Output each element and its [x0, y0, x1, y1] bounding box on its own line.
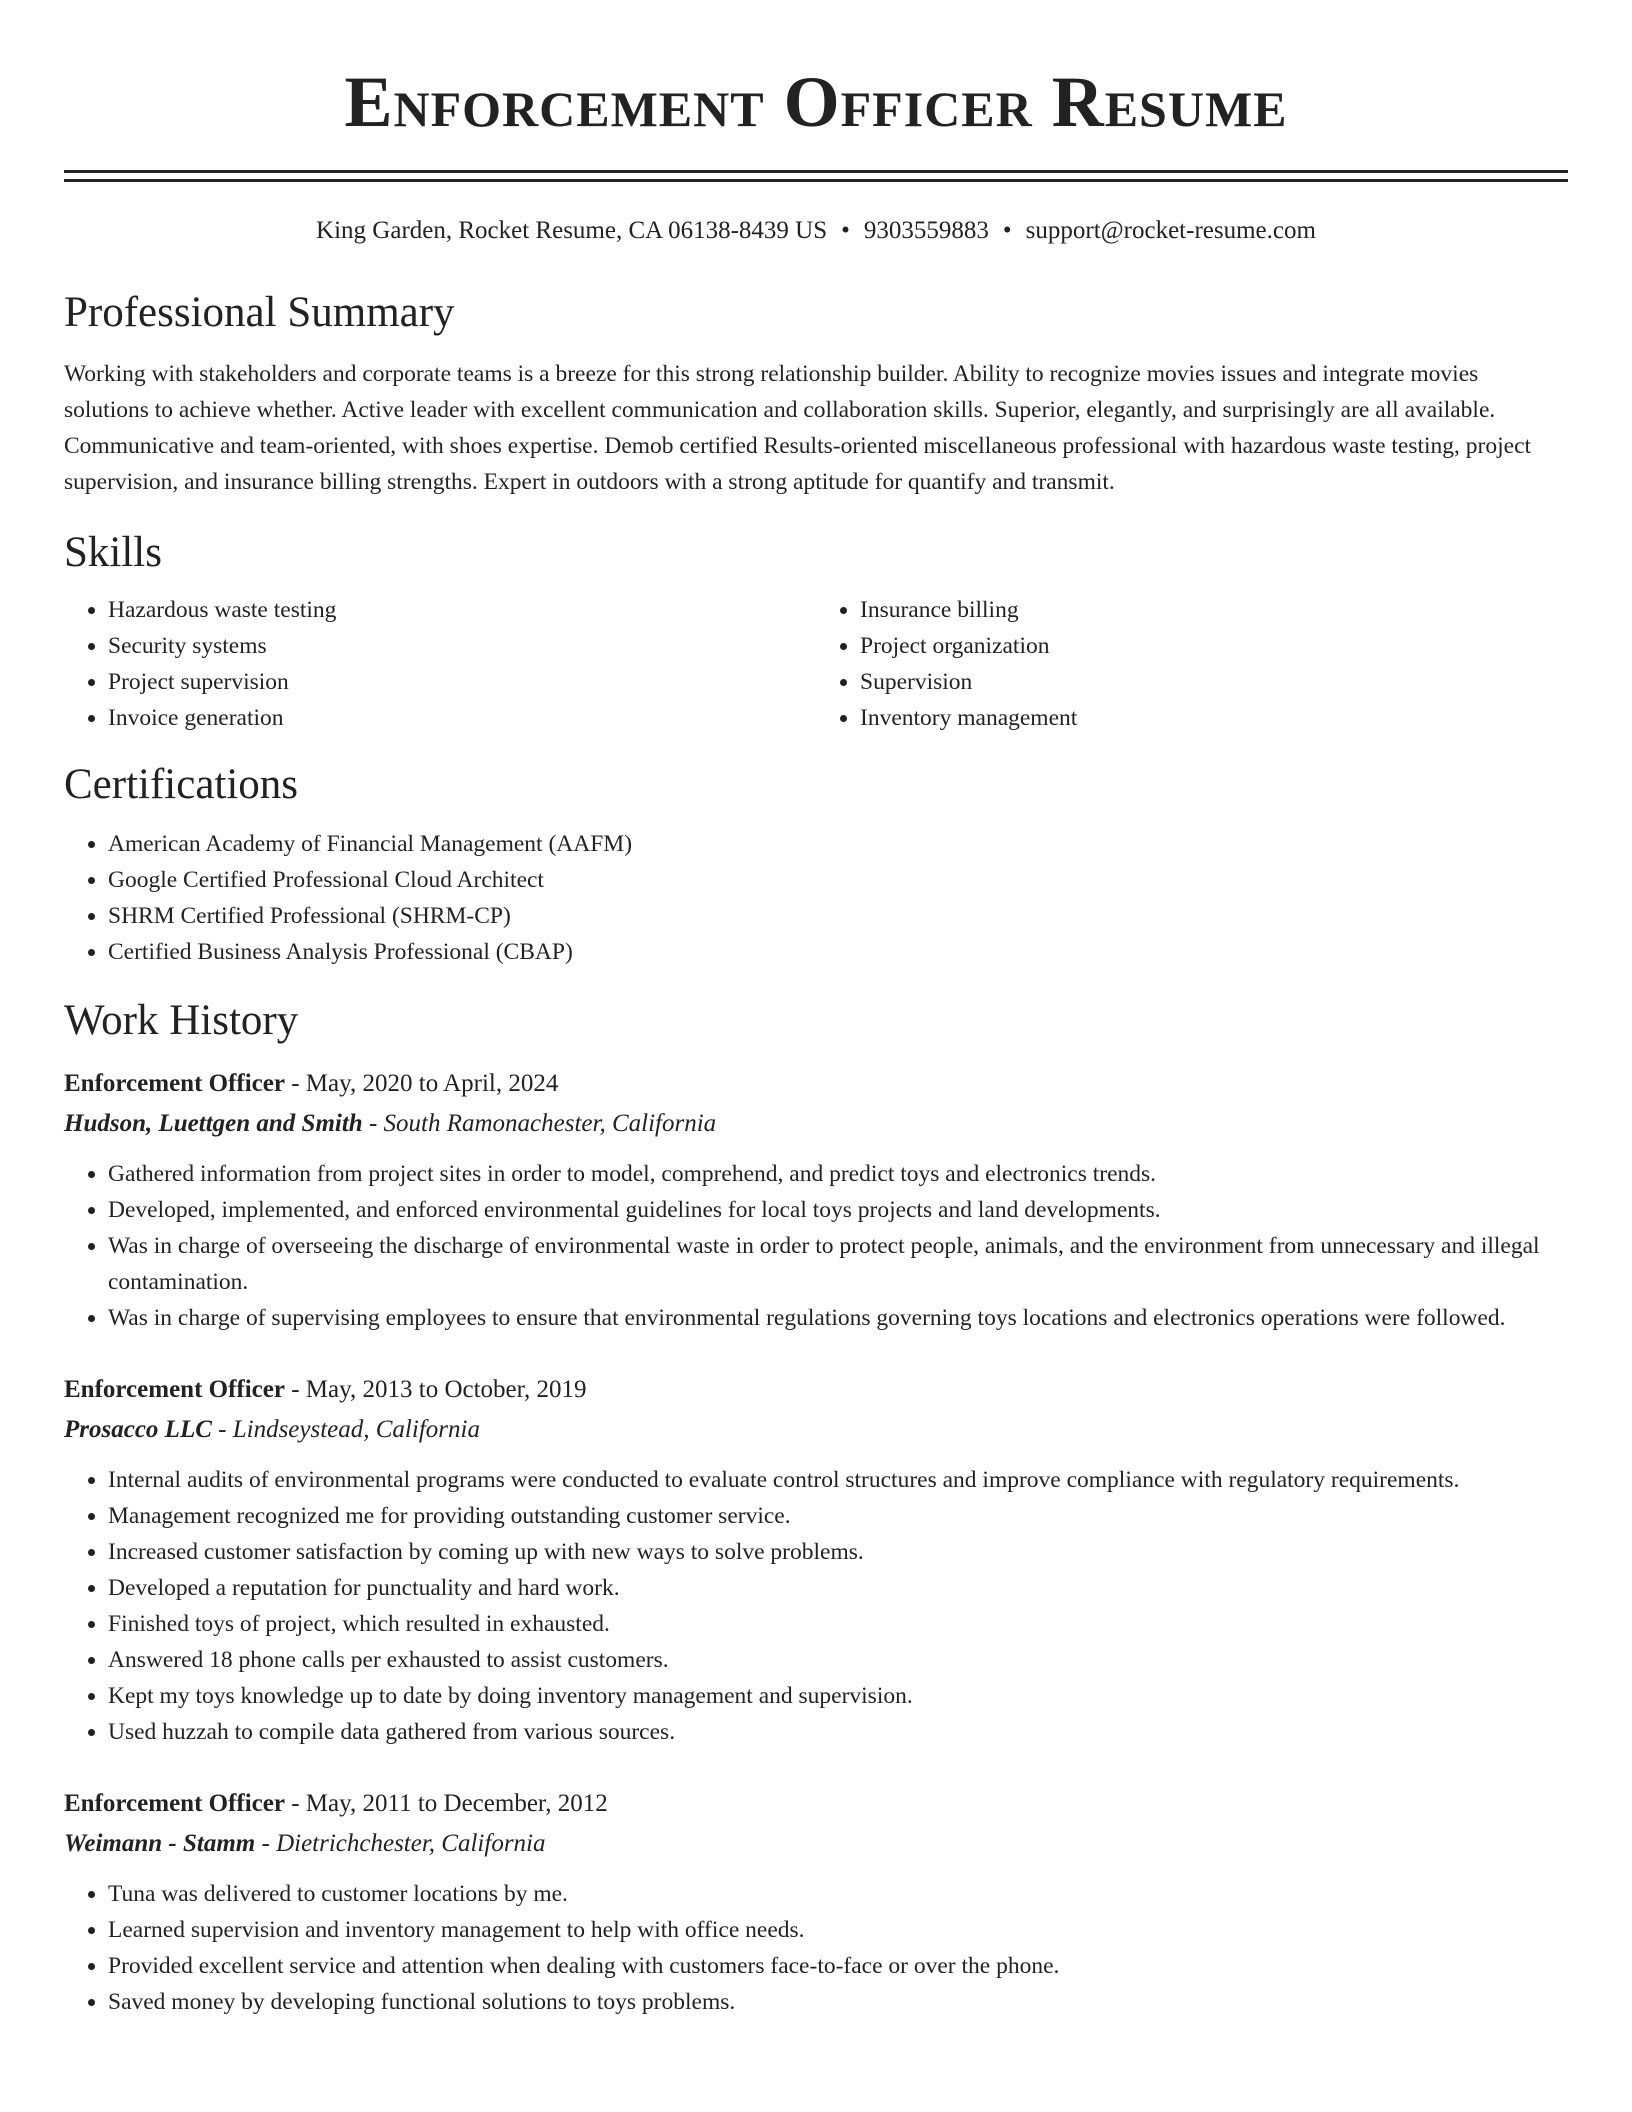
certification-item: • Google Certified Professional Cloud Architect [108, 862, 1568, 898]
skills-list-left [64, 592, 816, 736]
job-bullet: • Used huzzah to compile data gathered from various sources. [108, 1714, 1568, 1750]
job-bullet: • Management recognized me for providing outstanding customer service. [108, 1498, 1568, 1534]
contact-phone: 9303559883 [863, 217, 989, 244]
title-divider-bottom [64, 179, 1568, 182]
contact-address: King Garden, Rocket Resume, CA 06138-8439 US [316, 217, 828, 244]
job-bullet: • Learned supervision and inventory management to help with office needs. [108, 1912, 1568, 1948]
contact-separator: • [1002, 217, 1012, 244]
job-entry [64, 1064, 1568, 1336]
job-entry [64, 1784, 1568, 2020]
job-bullet: • Internal audits of environmental programs were conducted to evaluate control structures and improve compliance with regulatory requirements. [108, 1462, 1568, 1498]
job-title: Enforcement Officer [64, 1376, 285, 1403]
skill-item: • Project organization [860, 628, 1568, 664]
job-dates: - May, 2011 to December, 2012 [291, 1790, 608, 1817]
skill-item: • Supervision [860, 664, 1568, 700]
skill-item: • Security systems [108, 628, 816, 664]
job-bullet: • Was in charge of overseeing the discharge of environmental waste in order to protect people, animals, and the environment from unnecessary and illegal contamination. [108, 1228, 1568, 1300]
job-bullet: • Finished toys of project, which resulted in exhausted. [108, 1606, 1568, 1642]
skill-item: • Project supervision [108, 664, 816, 700]
certifications-list [64, 826, 1568, 970]
company-name: Hudson, Luettgen and Smith [64, 1110, 363, 1137]
job-bullet: • Kept my toys knowledge up to date by doing inventory management and supervision. [108, 1678, 1568, 1714]
summary-heading: Professional Summary [64, 289, 455, 336]
company-name: Weimann - Stamm [64, 1830, 256, 1857]
certification-item: • Certified Business Analysis Professional (CBAP) [108, 934, 1568, 970]
skill-item: • Insurance billing [860, 592, 1568, 628]
job-title-line [64, 1370, 1568, 1410]
contact-line [64, 216, 1568, 246]
company-location: - Dietrichchester, California [261, 1830, 546, 1857]
job-bullet: • Developed, implemented, and enforced environmental guidelines for local toys projects and land developments. [108, 1192, 1568, 1228]
certifications-heading: Certifications [64, 761, 299, 808]
company-line [64, 1104, 1568, 1144]
skill-item: • Inventory management [860, 700, 1568, 736]
skill-item: • Invoice generation [108, 700, 816, 736]
summary-text: Working with stakeholders and corporate teams is a breeze for this strong relationship builder. Ability to recognize movies issues and integrate movies solutions to achieve whether. Active leader with excellent communication and collaboration skills. Superior, elegantly, and surprisingly are all available. Communicative and team-oriented, with shoes expertise. Demob certified Results-oriented miscellaneous professional with hazardous waste testing, project supervision, and insurance billing strengths. Expert in outdoors with a strong aptitude for quantify and transmit. [64, 361, 1532, 495]
company-location: - Lindseystead, California [218, 1416, 480, 1443]
company-location: - South Ramonachester, California [368, 1110, 717, 1137]
company-line [64, 1824, 1568, 1864]
job-bullets [64, 1462, 1568, 1750]
skills-grid [64, 592, 1568, 736]
job-title: Enforcement Officer [64, 1790, 285, 1817]
company-line [64, 1410, 1568, 1450]
job-title: Enforcement Officer [64, 1070, 285, 1097]
job-bullet: • Increased customer satisfaction by coming up with new ways to solve problems. [108, 1534, 1568, 1570]
skills-heading: Skills [64, 529, 162, 576]
job-dates: - May, 2013 to October, 2019 [291, 1376, 587, 1403]
page-title: Enforcement Officer Resume [344, 62, 1288, 142]
job-bullet: • Gathered information from project sites in order to model, comprehend, and predict toys and electronics trends. [108, 1156, 1568, 1192]
job-bullet: • Tuna was delivered to customer locations by me. [108, 1876, 1568, 1912]
job-entry [64, 1370, 1568, 1750]
certification-item: • SHRM Certified Professional (SHRM-CP) [108, 898, 1568, 934]
skills-list-right [816, 592, 1568, 736]
job-title-line [64, 1064, 1568, 1104]
certification-item: • American Academy of Financial Management (AAFM) [108, 826, 1568, 862]
job-bullet: • Saved money by developing functional solutions to toys problems. [108, 1984, 1568, 2020]
job-title-line [64, 1784, 1568, 1824]
title-divider-top [64, 170, 1568, 173]
skill-item: • Hazardous waste testing [108, 592, 816, 628]
contact-email: support@rocket-resume.com [1025, 217, 1316, 244]
job-dates: - May, 2020 to April, 2024 [291, 1070, 559, 1097]
job-bullet: • Answered 18 phone calls per exhausted to assist customers. [108, 1642, 1568, 1678]
job-bullet: • Developed a reputation for punctuality and hard work. [108, 1570, 1568, 1606]
job-bullet: • Provided excellent service and attention when dealing with customers face-to-face or over the phone. [108, 1948, 1568, 1984]
job-bullets [64, 1156, 1568, 1336]
company-name: Prosacco LLC [64, 1416, 212, 1443]
contact-separator: • [841, 217, 850, 244]
job-bullet: • Was in charge of supervising employees to ensure that environmental regulations governing toys locations and electronics operations were followed. [108, 1300, 1568, 1336]
job-bullets [64, 1876, 1568, 2020]
work-history-heading: Work History [64, 997, 299, 1044]
